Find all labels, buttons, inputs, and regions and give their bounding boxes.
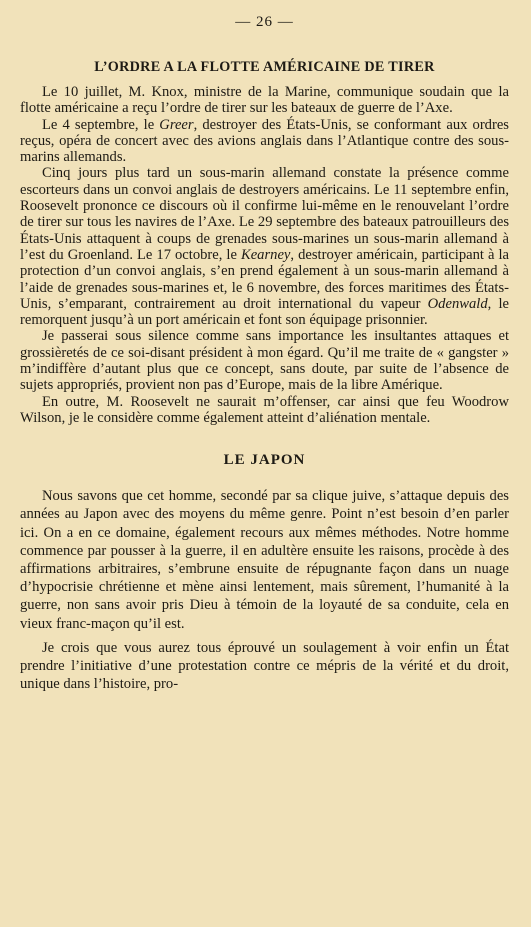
text-run: Cinq jours plus tard un sous-marin allemand constate la présence comme escorteurs dans un convoi anglais de destroyers américains. Le 11 septembre enfin, Roosevelt prononce ce discours où il confirme lui-même en le renouvelant l’ordre de tirer sur tous les navires de l’Axe. Le 29 septembre des bateaux patrouilleurs des États-Unis attaquent à coups de grenades sous-marines un sous-marin allemand à l’est du Groenland. Le 17 octobre, le [20,165,509,263]
paragraph [20,117,509,166]
text-run: , destroyer des États-Unis, se conformant aux ordres reçus, opéra de concert avec des avions anglais dans l’Atlantique contre des sous-marins allemands. [20,116,509,166]
text-run: Le 10 juillet, M. Knox, ministre de la Marine, communique soudain que la flotte américaine a reçu l’ordre de tirer sur les bateaux de guerre de l’Axe. [20,84,509,117]
text-run: , le remorquent jusqu’à un port américain et font son équipage prisonnier. [20,295,509,329]
text-run: Le 4 septembre, le [42,116,160,133]
section-body [20,487,509,693]
text-run: Je crois que vous aurez tous éprouvé un soulagement à voir enfin un État prendre l’initiative d’une protestation contre ce mépris de la vérité et du droit, unique dans l’histoire, pro- [20,639,509,693]
section-order-to-fire [20,59,509,426]
paragraph [20,394,509,427]
page-number: — 26 — [235,14,294,30]
text-run: , destroyer américain, participant à la protection d’un convoi anglais, s’en prend également à un sous-marin allemand à l’aide de grenades sous-marines et, le 6 novembre, des forces maritimes des États-Unis, s’emparant, contrairement au droit international du vapeur [20,246,510,312]
italic-text: Greer [159,116,194,133]
paragraph [20,165,509,328]
section-japan [20,452,509,693]
section-heading-japan: LE JAPON [223,452,306,469]
section-heading-order-to-fire: L’ORDRE A LA FLOTTE AMÉRICAINE DE TIRER [94,59,435,75]
text-run: Je passerai sous silence comme sans importance les insultantes attaques et grossièretés de ce soi-disant président à mon égard. Qu’il me traite de « gangster » m’indiffère d’autant plus que ce concept, sans doute, par suite de l’absence de sujets appropriés, provient non pas d’Europe, mais de la libre Amérique. [20,328,509,394]
paragraph [20,84,509,117]
text-run: En outre, M. Roosevelt ne saurait m’offenser, car ainsi que feu Woodrow Wilson, je le considère comme également atteint d’aliénation mentale. [20,393,509,426]
section-body [20,84,509,426]
paragraph [20,639,509,694]
paragraph [20,487,509,633]
italic-text: Odenwald [427,295,488,312]
text-run: Nous savons que cet homme, secondé par sa clique juive, s’attaque depuis des années au Japon avec des moyens du même genre. Point n’est besoin d’en parler ici. On a en ce domaine, également recours aux mêmes méthodes. Notre homme commence par pousser à la guerre, il en adultère ensuite les raisons, procède à des affirmations arbitraires, s’embrune ensuite de répugnante façon dans un nuage d’hypocrisie chrétienne et mène ainsi lentement, mais sûrement, l’humanité à la guerre, non sans avoir pris Dieu à témoin de la loyauté de sa conduite, cela en vieux franc-maçon qu’il est. [20,488,509,632]
paragraph [20,328,509,393]
italic-text: Kearney [240,246,291,263]
